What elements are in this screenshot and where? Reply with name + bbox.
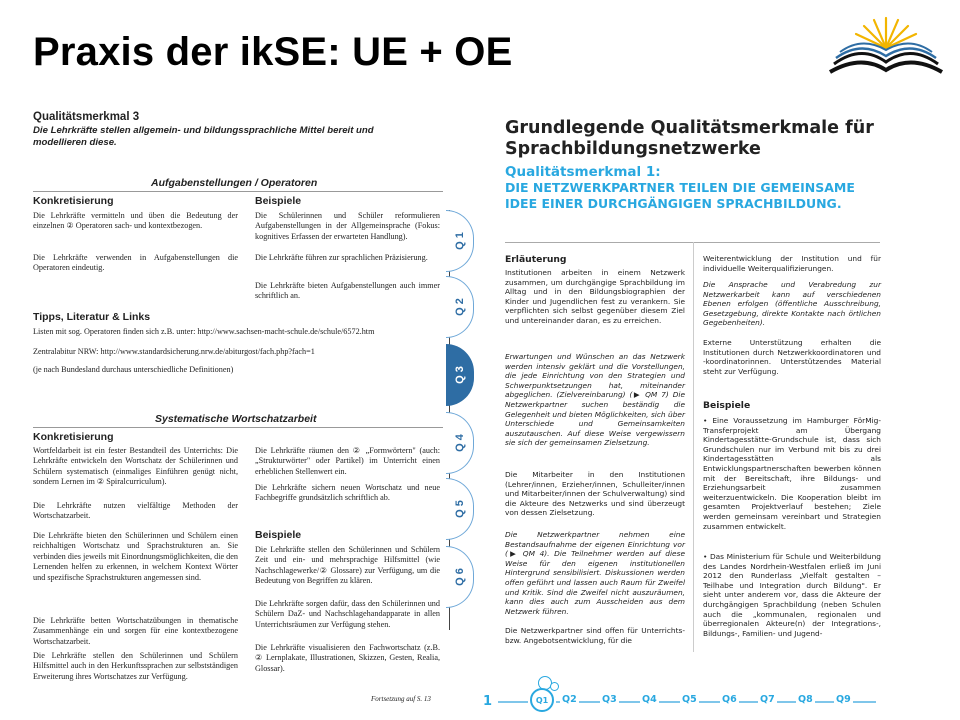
- tips-line: Zentralabitur NRW: http://www.standardsicherung.nrw.de/abiturgost/fach.php?fach=1: [33, 347, 315, 356]
- tab-q2[interactable]: [446, 276, 474, 338]
- paragraph: Institutionen arbeiten in einem Netzwerk zusammen, um durchgängige Sprachbildung im Alltag und in den Bildungsbiographien der Kinder und Jugendlichen fest zu verankern. Sie verpflichten sich selbst gegenüber diesem Ziel und untereinander daran, es zu erreichen.: [505, 268, 685, 325]
- tab-q5[interactable]: [446, 478, 474, 540]
- paragraph: Die Schülerinnen und Schüler reformulieren Aufgabenstellungen in der Allgemeinsprache (Fokus: kognitives Erfassen der erwarteten Handlung).: [255, 211, 440, 241]
- tab-label: Q 6: [453, 568, 466, 586]
- left-document-page: [33, 111, 443, 703]
- paragraph: Die Lehrkräfte bieten Aufgabenstellungen auch immer schriftlich an.: [255, 281, 440, 301]
- tips-line: Listen mit sog. Operatoren finden sich z.B. unter: http://www.sachsen-macht-schule.de/schule/6572.htm: [33, 327, 375, 336]
- paragraph: Die Lehrkräfte verwenden in Aufgabenstellungen die Operatoren eindeutig.: [33, 253, 238, 273]
- tab-q1[interactable]: [446, 210, 474, 272]
- qm-subtitle: DIE NETZWERKPARTNER TEILEN DIE GEMEINSAME: [505, 180, 855, 195]
- tab-label: Q 4: [453, 434, 466, 452]
- paragraph: Die Lehrkräfte räumen den ② „Formwörtern" (auch: „Strukturwörter" oder Partikel) im Unterricht einen erheblichen Stellenwert ein.: [255, 446, 440, 476]
- section-title-wortschatz: Systematische Wortschatzarbeit: [155, 413, 317, 425]
- tab-q3[interactable]: [446, 344, 474, 406]
- nav-item-q9[interactable]: Q9: [836, 694, 851, 705]
- tips-heading: Tipps, Literatur & Links: [33, 311, 151, 323]
- paragraph: Die Lehrkräfte stellen den Schülerinnen und Schülern Hilfsmittel auch in den Herkunftssprachen zur selbstständigen Erweiterung ihres Wortschatzes zur Verfügung.: [33, 651, 238, 681]
- erlaeuterung-heading: Erläuterung: [505, 254, 567, 265]
- tab-q6[interactable]: [446, 546, 474, 608]
- qm-heading: Qualitätsmerkmal 3: [33, 111, 140, 123]
- paragraph: Die Lehrkräfte nutzen vielfältige Methoden der Wortschatzarbeit.: [33, 501, 238, 521]
- paragraph: Die Lehrkräfte vermitteln und üben die Bedeutung der einzelnen ② Operatoren sach- und kontextbezogen.: [33, 211, 238, 231]
- nav-item-q3[interactable]: Q3: [602, 694, 617, 705]
- paragraph: Die Lehrkräfte sichern neuen Wortschatz und neue Fachbegriffe grundsätzlich schriftlich ab.: [255, 483, 440, 503]
- divider: [33, 191, 443, 192]
- paragraph: Erwartungen und Wünschen an das Netzwerk werden intensiv geklärt und die Vorstellungen, die jede Einrichtung von den Strategien und Schwerpunktsetzungen hat, miteinander abgeglichen. (Zielvereinbarung) (▶ QM 7) Die Netzwerkpartner suchen beständig die Gelegenheit und bieten Möglichkeiten, sich über Unterschiede und Gemeinsamkeiten auszutauschen. Auf diese Weise vergewissern sie sich der gemeinsamen Zielsetzung.: [505, 352, 685, 448]
- paragraph: Die Ansprache und Verabredung zur Netzwerkarbeit kann auf verschiedenen Ebenen erfolgen (öffentliche Ausschreibung, Gesetzgebung, direkte Kontakte nach örtlichen Gegebenheiten).: [703, 280, 881, 328]
- paragraph: Die Lehrkräfte stellen den Schülerinnen und Schülern Zeit und ein- und mehrsprachige Hilfsmittel (wie Nachschlagewerke/② Glossare) zur Verfügung, um die Bedeutung von Begriffen zu klären.: [255, 545, 440, 586]
- tab-label: Q 2: [453, 298, 466, 316]
- beispiele-heading: Beispiele: [255, 195, 302, 207]
- konkretisierung-heading: Konkretisierung: [33, 431, 114, 443]
- nav-item-q4[interactable]: Q4: [642, 694, 657, 705]
- qm-subtitle: IDEE EINER DURCHGÄNGIGEN SPRACHBILDUNG.: [505, 196, 842, 211]
- paragraph: Die Netzwerkpartner sind offen für Unterrichts- bzw. Angebotsentwicklung, für die: [505, 626, 685, 645]
- right-title: Sprachbildungsnetzwerke: [505, 139, 761, 159]
- konkretisierung-heading: Konkretisierung: [33, 195, 114, 207]
- tab-label: Q 3: [453, 366, 466, 384]
- quality-navigation: [478, 688, 878, 718]
- paragraph: Die Lehrkräfte sorgen dafür, dass den Schülerinnen und Schülern DaZ- und Nachschlagehandapparate in allen Unterrichtsräumen zur Verfügung stehen.: [255, 599, 440, 629]
- tips-line: (je nach Bundesland durchaus unterschiedliche Definitionen): [33, 365, 234, 374]
- paragraph: Weiterentwicklung der Institution und für individuelle Weiterqualifizierungen.: [703, 254, 881, 273]
- nav-item-q8[interactable]: Q8: [798, 694, 813, 705]
- paragraph: Externe Unterstützung erhalten die Institutionen durch Netzwerkkoordinatoren und -koordinatorinnen. Unterstützendes Material steht zur Verfügung.: [703, 338, 881, 376]
- section-title-aufgaben: Aufgabenstellungen / Operatoren: [151, 177, 318, 189]
- paragraph: • Das Ministerium für Schule und Weiterbildung des Landes Nordrhein-Westfalen erließ im Juni 2012 den Runderlass „Vielfalt gestalten – Teilhabe und Integration durch Bildung". Er sieht unter anderem vor, dass die Akteure der durchgängigen Sprachbildung (neben Schulen auch die „kommunalen, regionalen und überregionalen Akteure(n) der Integrations-, Bildungs-, Familien- und Jugend-: [703, 552, 881, 638]
- page-number: 1: [483, 694, 493, 709]
- nav-item-q5[interactable]: Q5: [682, 694, 697, 705]
- slide-title: Praxis der ikSE: UE + OE: [33, 30, 513, 74]
- qm-subtitle: Die Lehrkräfte stellen allgemein- und bildungssprachliche Mittel bereit und modellieren diese.: [33, 125, 374, 148]
- paragraph: Die Lehrkräfte visualisieren den Fachwortschatz (z.B. ② Lernplakate, Illustrationen, Skizzen, Gesten, Realia, Glossar).: [255, 643, 440, 673]
- paragraph: Die Lehrkräfte bieten den Schülerinnen und Schülern einen reichhaltigen Wortschatz und Sprachstrukturen an. Sie verbinden dies jeweils mit Einordnungsmöglichkeiten, die den Lernenden helfen zu erkennen, in welchem Kontext Wörter und spezifische Sprachstrukturen angemessen sind.: [33, 531, 238, 582]
- paragraph: • Eine Voraussetzung im Hamburger FörMig-Transferprojekt am Übergang Kindertagesstätte-Grundschule ist, dass sich Grundschulen nur im Verbund mit bis zu drei Kindertagesstätten als Entwicklungspartnerschaften bewerben können mit der Bereitschaft, ihre Bildungs- und Erziehungsarbeit zusammen weiterzuentwickeln. Die Kooperation bleibt im gesamten Projektverlauf bestehen; Ziele werden gemeinsam vereinbart und Strategien zusammen entwickelt.: [703, 416, 881, 531]
- beispiele-heading: Beispiele: [255, 529, 302, 541]
- tab-q4[interactable]: [446, 412, 474, 474]
- divider: [33, 427, 443, 428]
- nav-bubble: [550, 682, 559, 691]
- open-book-icon: [826, 14, 946, 84]
- paragraph: Die Lehrkräfte führen zur sprachlichen Präzisierung.: [255, 253, 428, 262]
- nav-item-q6[interactable]: Q6: [722, 694, 737, 705]
- tab-label: Q 5: [453, 500, 466, 518]
- paragraph: Die Netzwerkpartner nehmen eine Bestandsaufnahme der eigenen Einrichtung vor (▶ QM 4). Die Teilnehmer werden auf diese Weise für den eigenen institutionellen Hintergrund sensibilisiert. Diskussionen werden offen geführt und lassen auch Raum für Zweifel und Kritik. Sind die Zweifel nicht auszuräumen, kann dies auch zum Ausscheiden aus dem Netzwerk führen.: [505, 530, 685, 616]
- nav-item-q2[interactable]: Q2: [562, 694, 577, 705]
- beispiele-heading: Beispiele: [703, 400, 751, 411]
- paragraph: Wortfeldarbeit ist ein fester Bestandteil des Unterrichts: Die Lehrkräfte entwickeln den Wortschatz der Schülerinnen und Schülern systematisch (einmaliges Einführen genügt nicht, sondern Lernen im ② Spiralcurriculum).: [33, 446, 238, 487]
- continuation-note: Fortsetzung auf S. 13: [371, 695, 431, 703]
- column-divider: [693, 242, 694, 652]
- nav-item-q1[interactable]: Q1: [530, 688, 554, 712]
- paragraph: Die Lehrkräfte betten Wortschatzübungen in thematische Zusammenhänge ein und sorgen für eine kontextbezogene Wortschatzarbeit.: [33, 616, 238, 646]
- nav-line: [498, 701, 528, 703]
- qm-heading: Qualitätsmerkmal 1:: [505, 164, 661, 180]
- right-document-page: [505, 118, 885, 645]
- nav-item-q7[interactable]: Q7: [760, 694, 775, 705]
- right-title: Grundlegende Qualitätsmerkmale für: [505, 118, 874, 138]
- tab-label: Q 1: [453, 232, 466, 250]
- paragraph: Die Mitarbeiter in den Institutionen (Lehrer/innen, Erzieher/innen, Schulleiter/innen und Mitarbeiter/innen der Schulverwaltung) sind die Akteure des Netzwerks und sind überzeugt von dessen Zielsetzung.: [505, 470, 685, 518]
